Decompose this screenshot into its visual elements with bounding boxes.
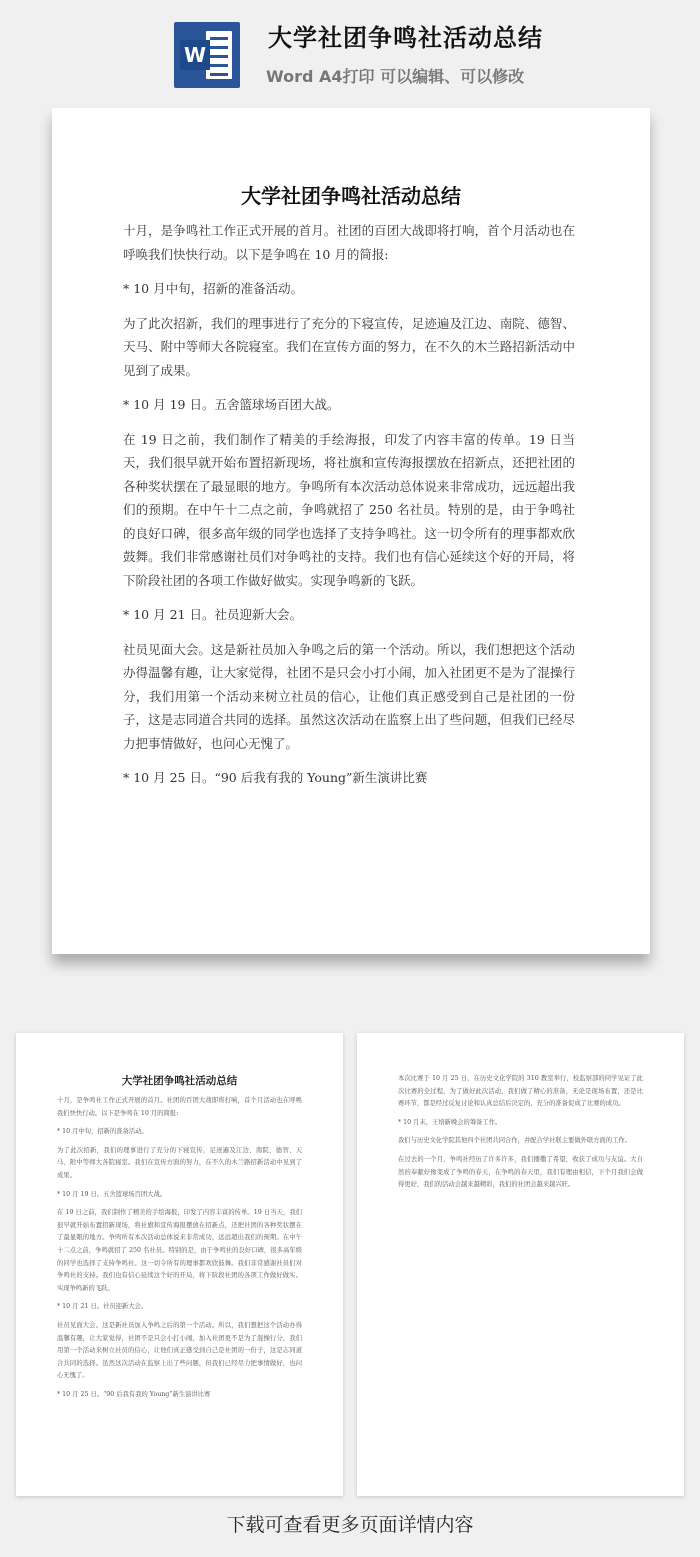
thumbnail-title: 大学社团争鸣社活动总结 — [121, 1075, 238, 1087]
document-paragraph: * 10 月 25 日。“90 后我有我的 Young”新生演讲比赛 — [123, 770, 428, 785]
header-banner — [0, 0, 700, 100]
thumbnail-body — [398, 1073, 643, 1198]
document-body — [123, 219, 575, 801]
thumbnail-paragraph: * 10 月 25 日。“90 后我有我的 Young”新生演讲比赛 — [57, 1390, 211, 1398]
word-logo-letter: W — [180, 40, 210, 70]
header-subtitle: Word A4打印 可以编辑、可以修改 — [266, 67, 525, 86]
page-thumbnail-1[interactable] — [16, 1033, 343, 1496]
document-title: 大学社团争鸣社活动总结 — [241, 184, 461, 208]
thumbnail-paragraph: 我们与历史文化学院其他四个社团共同合作，并配合学社联主要做外联方面的工作。 — [398, 1137, 631, 1145]
document-paragraph: 在 19 日之前，我们制作了精美的手绘海报，印发了内容丰富的传单。19 日当天，我们很早就开始布置招新现场，将社旗和宣传海报摆放在招新点，还把社团的各种奖状摆在了最显眼的地方。争鸣所有本次活动总体说来非常成功，远远超出我们的预期。在中午十二点之前，争鸣就招了 250 名社员。特别的是，由于争鸣社的良好口碑，很多高年级的同学也选择了支持争鸣社。这一切令所有的理事都欢欣鼓舞。我们非常感谢社员们对争鸣社的支持。我们也有信心延续这个好的开局，将下阶段社团的各项工作做好做实。实现争鸣新的飞跃。 — [123, 431, 575, 588]
thumbnail-paragraph: 为了此次招新，我们的理事进行了充分的下寝宣传，足迹遍及江边、南院、德智、天马、附中等师大各院寝室。我们在宣传方面的努力，在不久的木兰路招新活动中见到了成果。 — [57, 1146, 302, 1179]
thumbnail-paragraph: 在过去的一个月，争鸣社经历了许多许多，我们播撒了希望，收获了成功与友谊。大自然的奉献好像变成了争鸣的春天，在争鸣的春天里，我们有理由相信，下个月我们会做得更好，我们的活动会越来越精彩，我们的社团会越来越兴旺。 — [398, 1155, 643, 1189]
thumbnail-paragraph: 本次比赛于 10 月 25 日，在历史文化学院的 310 教室举行，校监察部的同学见证了此次比赛的全过程，为了做好此次活动，我们做了精心的准备，无论是现场布置，还是比赛环节，都是经过反复讨论和认真总结后决定的，充分的准备促成了比赛的成功。 — [398, 1075, 643, 1108]
word-document-icon — [174, 22, 240, 88]
page-thumbnail-2[interactable] — [357, 1033, 684, 1496]
thumbnail-paragraph: * 10 月 21 日。社员迎新大会。 — [57, 1303, 148, 1311]
document-paragraph: 社员见面大会。这是新社员加入争鸣之后的第一个活动。所以，我们想把这个活动办得温馨有趣，让大家觉得，社团不是只会小打小闹，加入社团更不是为了混操行分，我们用第一个活动来树立社员的信心，让他们真正感受到自己是社团的一份子，这是志同道合共同的选择。虽然这次活动在监察上出了些问题，但我们已经尽力把事情做好，也问心无愧了。 — [123, 641, 575, 751]
thumbnail-paragraph: 社员见面大会。这是新社员加入争鸣之后的第一个活动。所以，我们想把这个活动办得温馨有趣，让大家觉得，社团不是只会小打小闹，加入社团更不是为了混操行分，我们用第一个活动来树立社员的信心，让他们真正感受到自己是社团的一份子，这是志同道合共同的选择。虽然这次活动在监察上出了些问题，但我们已经尽力把事情做好，也问心无愧了。 — [57, 1321, 302, 1380]
document-paragraph: * 10 月 21 日。社员迎新大会。 — [123, 607, 302, 622]
thumbnail-body — [57, 1095, 302, 1407]
download-more-link[interactable]: 下载可查看更多页面详情内容 — [226, 1514, 474, 1536]
document-paragraph: * 10 月中旬，招新的准备活动。 — [123, 281, 304, 296]
thumbnail-paragraph: 十月，是争鸣社工作正式开展的首月。社团的百团大战即将打响，首个月活动也在呼唤我们快快行动。以下是争鸣在 10 月的简报: — [57, 1097, 302, 1117]
document-paragraph: 十月，是争鸣社工作正式开展的首月。社团的百团大战即将打响，首个月活动也在呼唤我们快快行动。以下是争鸣在 10 月的简报: — [123, 223, 575, 262]
header-title: 大学社团争鸣社活动总结 — [268, 24, 543, 52]
thumbnail-paragraph: * 10 月 19 日。五舍篮球场百团大战。 — [57, 1190, 167, 1198]
thumbnail-paragraph: * 10 月中旬，招新的准备活动。 — [57, 1128, 148, 1136]
document-paragraph: * 10 月 19 日。五舍篮球场百团大战。 — [123, 397, 340, 412]
thumbnail-paragraph: * 10 月末，王培新晚会的筹备工作。 — [398, 1118, 502, 1126]
document-paragraph: 为了此次招新，我们的理事进行了充分的下寝宣传，足迹遍及江边、南院、德智、天马、附中等师大各院寝室。我们在宣传方面的努力，在不久的木兰路招新活动中见到了成果。 — [123, 315, 575, 378]
thumbnail-paragraph: 在 19 日之前，我们制作了精美的手绘海报，印发了内容丰富的传单。19 日当天，我们很早就开始布置招新现场，将社旗和宣传海报摆放在招新点，还把社团的各种奖状摆在了最显眼的地方。争鸣所有本次活动总体说来非常成功，远远超出我们的预期。在中午十二点之前，争鸣就招了 250 名社员。特别的是，由于争鸣社的良好口碑，很多高年级的同学也选择了支持争鸣社。这一切令所有的理事都欢欣鼓舞。我们非常感谢社员们对争鸣社的支持。我们也有信心延续这个好的开局，将下阶段社团的各项工作做好做实。实现争鸣新的飞跃。 — [57, 1209, 302, 1292]
document-page-preview — [52, 108, 650, 954]
